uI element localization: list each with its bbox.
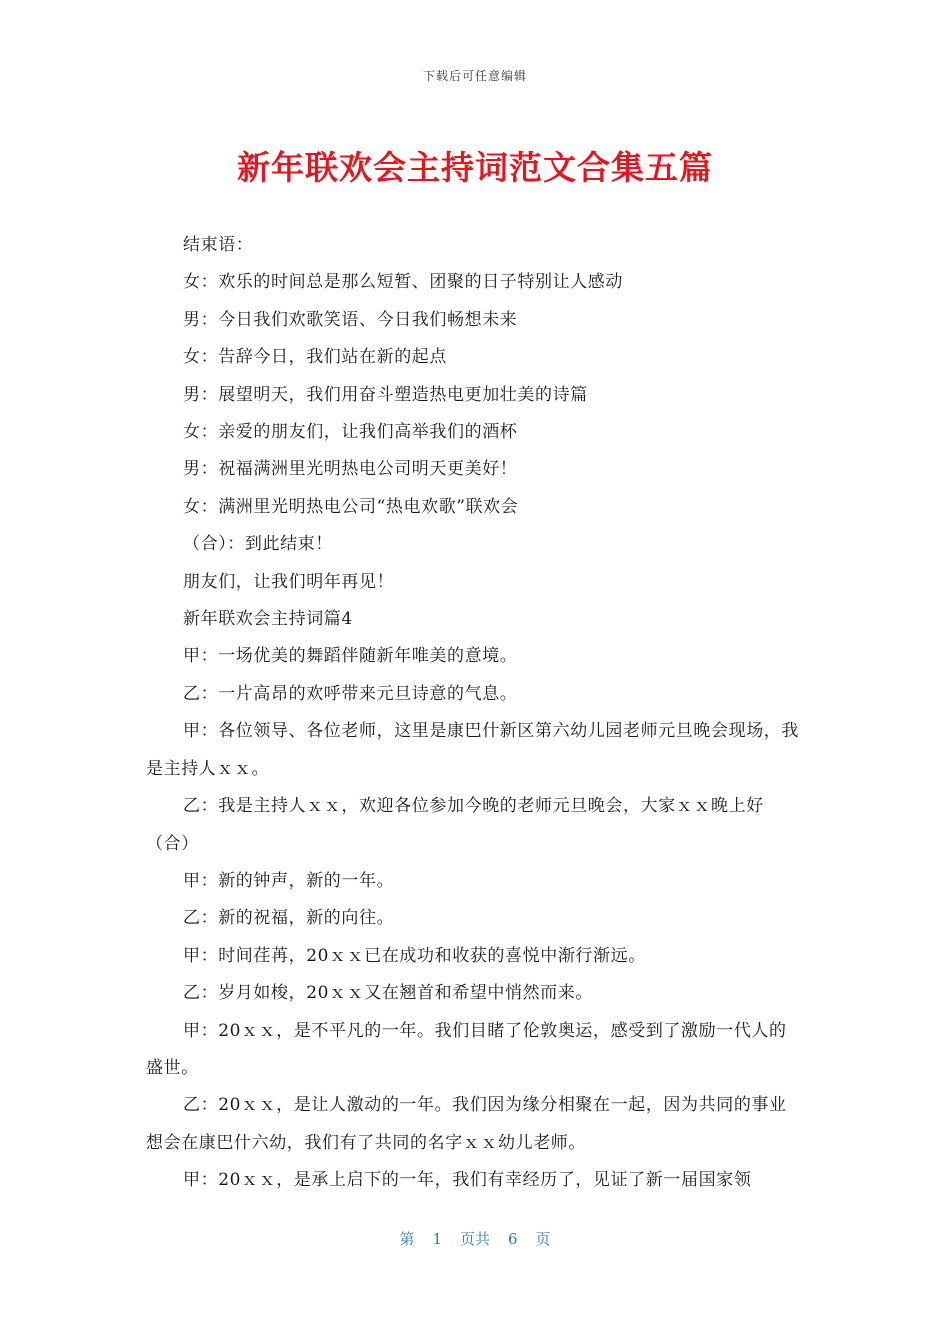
paragraph: 甲：20ｘｘ，是承上启下的一年，我们有幸经历了，见证了新一届国家领 [183,1170,752,1191]
paragraph: 甲：一场优美的舞蹈伴随新年唯美的意境。 [183,646,518,667]
page-label-mid: 页共 [459,1230,490,1248]
paragraph: 甲：20ｘｘ，是不平凡的一年。我们目睹了伦敦奥运，感受到了激励一代人的盛世。 [146,1020,787,1078]
paragraph: 乙：岁月如梭，20ｘｘ又在翘首和希望中悄然而来。 [183,983,594,1004]
paragraph: 乙：新的祝福，新的向往。 [183,908,395,929]
paragraph: 女：满洲里光明热电公司“热电欢歌”联欢会 [183,496,519,517]
total-pages-number: 6 [508,1230,518,1248]
header-note: 下载后可任意编辑 [422,69,527,83]
paragraph: 结束语： [183,235,254,255]
section-heading: 新年联欢会主持词篇4 [183,609,353,630]
paragraph: 女：亲爱的朋友们，让我们高举我们的酒杯 [183,422,518,443]
paragraph: 女：欢乐的时间总是那么短暂、团聚的日子特别让人感动 [183,272,623,293]
paragraph: 男：祝福满洲里光明热电公司明天更美好！ [183,459,518,480]
current-page-number: 1 [432,1230,442,1248]
paragraph: 甲：各位领导、各位老师，这里是康巴什新区第六幼儿园老师元旦晚会现场，我是主持人ｘｘ。 [146,721,799,779]
paragraph: （合）：到此结束！ [183,534,333,555]
document-title: 新年联欢会主持词范文合集五篇 [237,148,713,187]
paragraph: 甲：时间荏苒，20ｘｘ已在成功和收获的喜悦中渐行渐远。 [183,945,646,966]
paragraph: 女：告辞今日，我们站在新的起点 [183,347,447,368]
document-body [146,227,800,1200]
paragraph: 乙：我是主持人ｘｘ，欢迎各位参加今晚的老师元旦晚会，大家ｘｘ晚上好（合） [146,796,764,854]
page-footer [0,1228,950,1249]
paragraph: 甲：新的钟声，新的一年。 [183,870,395,891]
paragraph: 乙：一片高昂的欢呼带来元旦诗意的气息。 [183,683,518,704]
page-label-prefix: 第 [399,1230,415,1248]
paragraph: 朋友们，让我们明年再见！ [183,571,395,592]
page-label-suffix: 页 [535,1230,551,1248]
paragraph: 男：今日我们欢歌笑语、今日我们畅想未来 [183,309,518,330]
paragraph: 乙：20ｘｘ，是让人激动的一年。我们因为缘分相聚在一起，因为共同的事业想会在康巴什六幼，我们有了共同的名字ｘｘ幼儿老师。 [146,1095,787,1153]
paragraph: 男：展望明天，我们用奋斗塑造热电更加壮美的诗篇 [183,384,588,405]
